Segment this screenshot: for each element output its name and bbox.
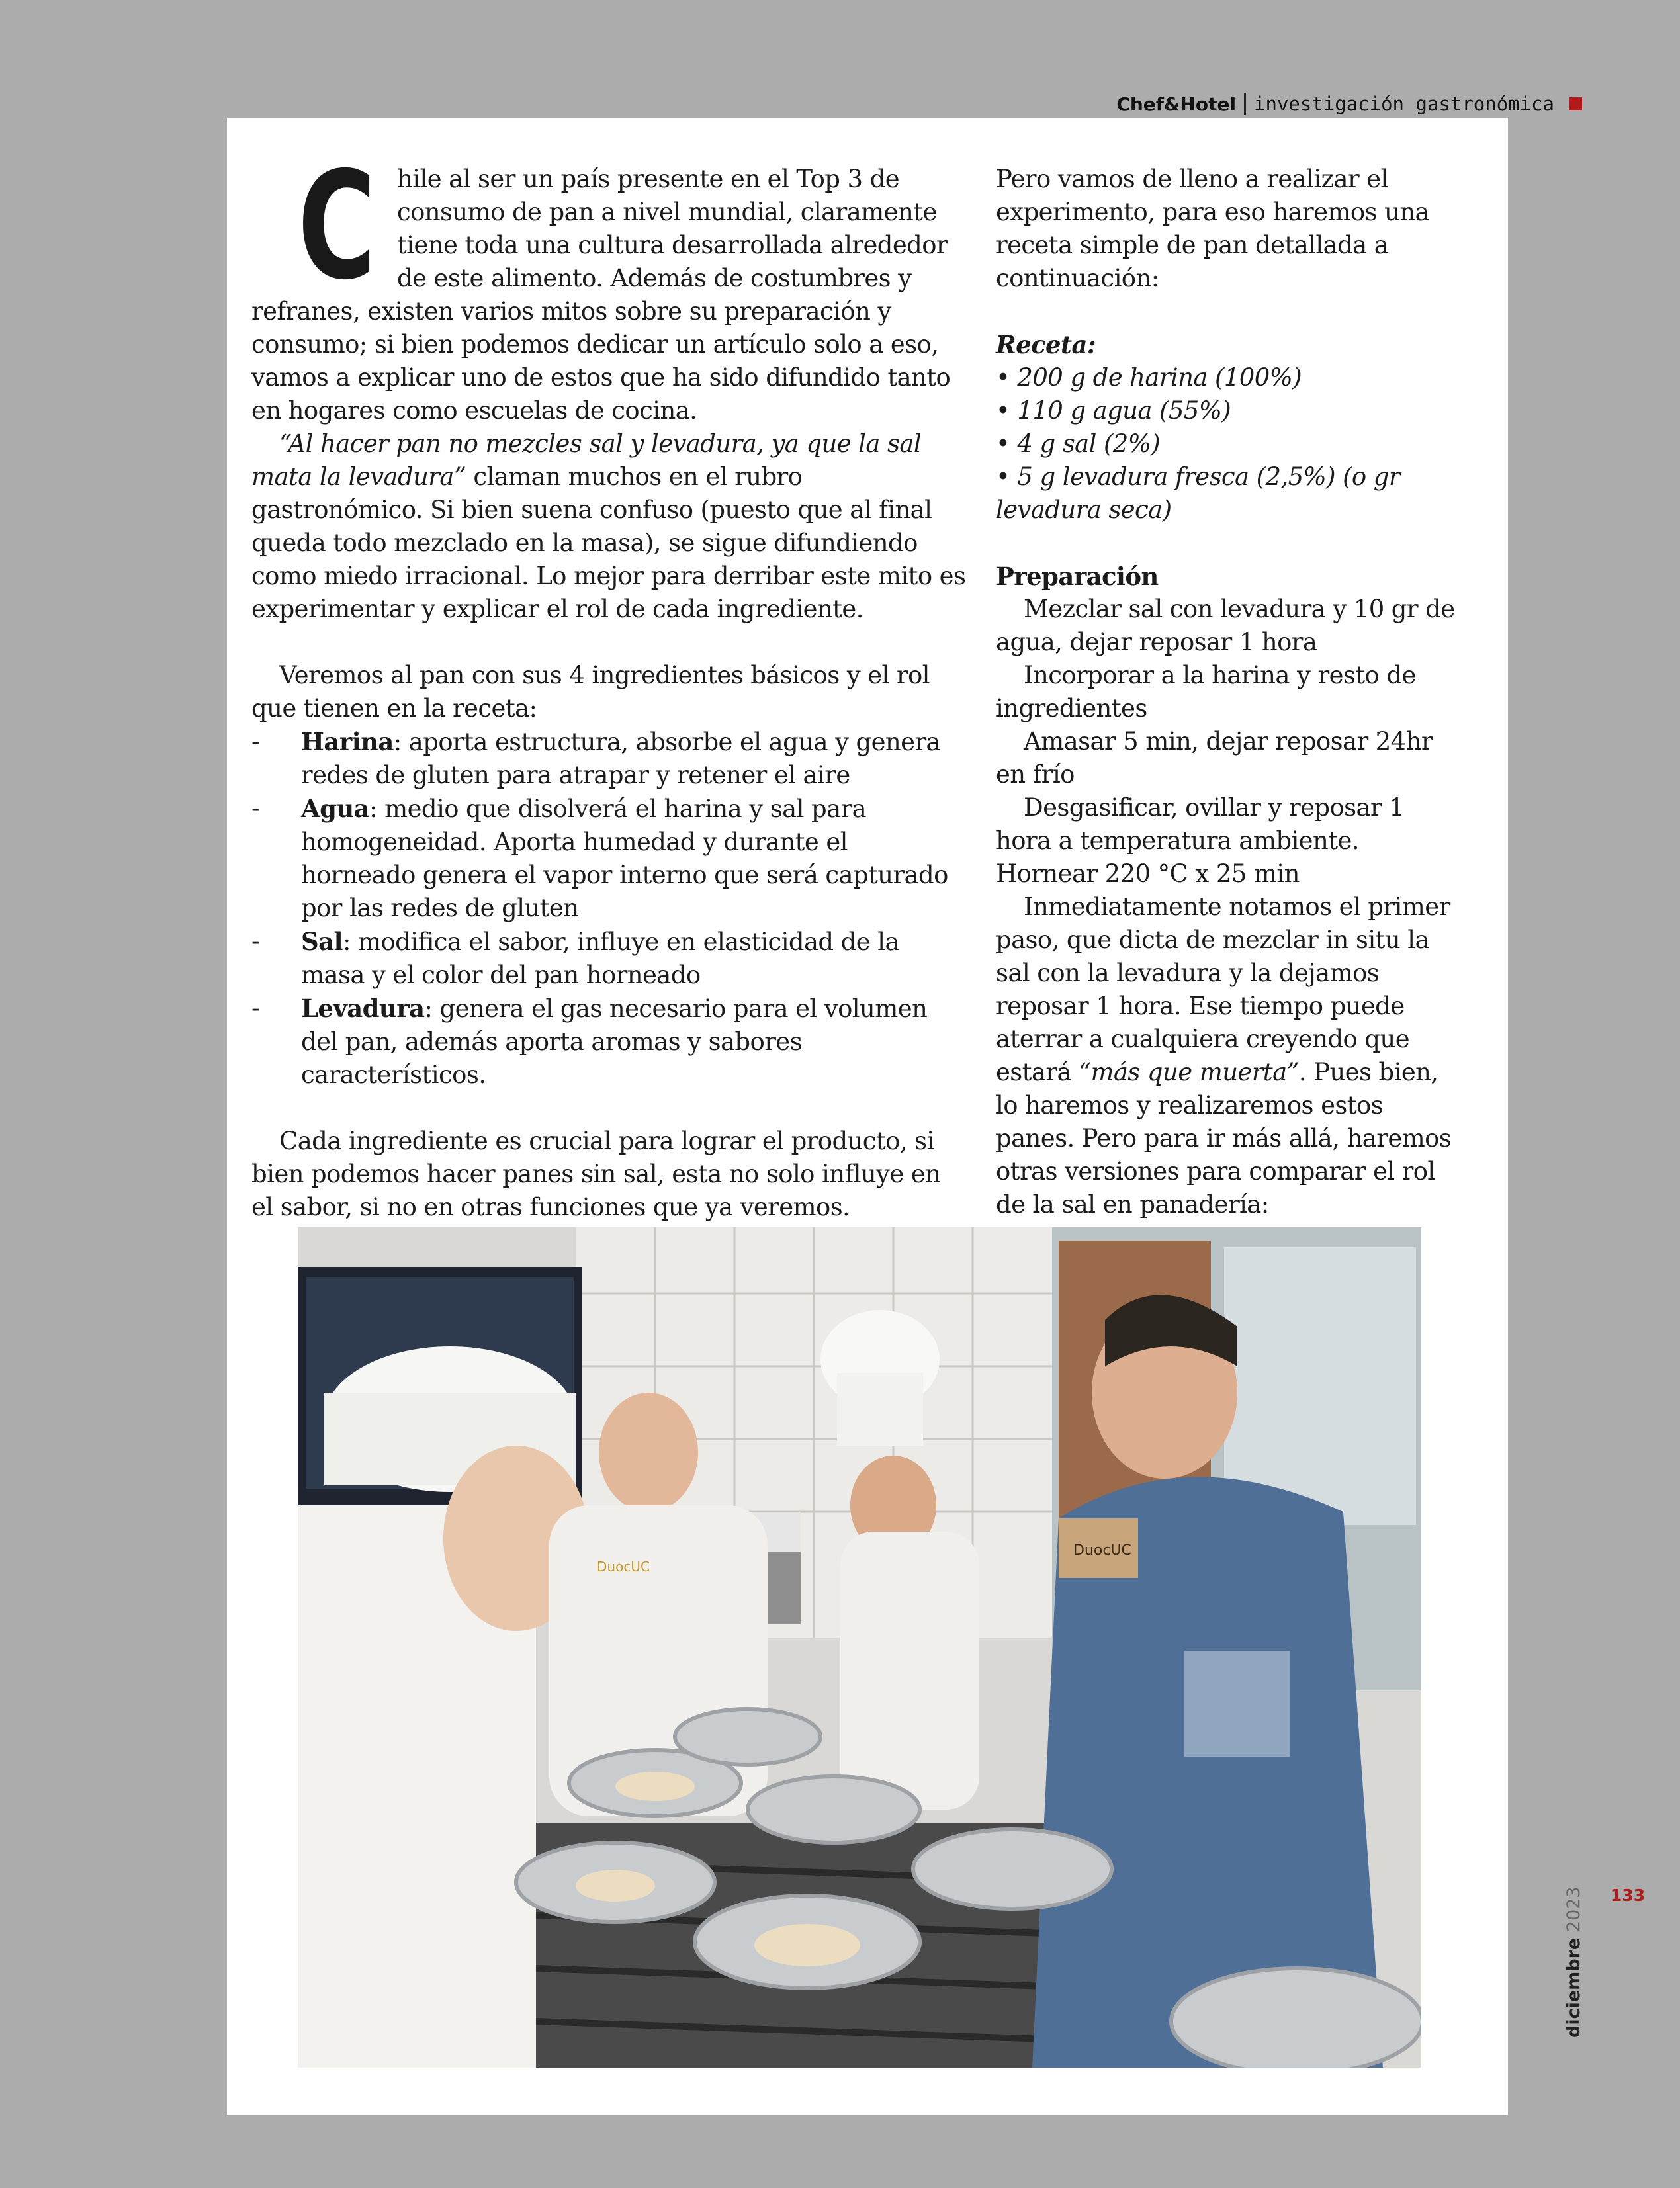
- right-column: [996, 163, 1459, 1221]
- jacket-logo-text: DuocUC: [597, 1559, 650, 1575]
- ingredient-item-sal: [251, 925, 966, 992]
- magazine-brand: Chef&Hotel: [1116, 93, 1237, 115]
- ingredients-intro: Veremos al pan con sus 4 ingredientes básicos y el rol que tienen en la receta:: [251, 661, 930, 722]
- ingredient-item-harina: [251, 725, 966, 792]
- spacer: [996, 527, 1459, 560]
- issue-year: 2023: [1564, 1886, 1584, 1933]
- header-divider: [1244, 93, 1246, 115]
- issue-date: [1564, 1839, 1590, 2038]
- header-square-icon: [1569, 97, 1582, 110]
- intro-paragraph: [251, 140, 966, 427]
- ingredient-desc: : modifica el sabor, influye en elasticidad de la masa y el color del pan horneado: [301, 928, 899, 989]
- recipe-item: • 200 g de harina (100%): [996, 363, 1302, 392]
- ingredient-term: Agua: [301, 794, 370, 823]
- section-title: investigación gastronómica: [1254, 93, 1554, 115]
- observation-paragraph: [996, 891, 1459, 1221]
- ingredient-term: Harina: [301, 727, 394, 756]
- spacer: [251, 626, 966, 659]
- ingredient-list: [251, 725, 966, 1092]
- experiment-intro: Pero vamos de lleno a realizar el experimento, para eso haremos una receta simple de pan detallada a continuación:: [996, 165, 1430, 292]
- observation-text-end: . Pues bien, lo haremos y realizaremos estos panes. Pero para ir más allá, haremos otras versiones para comparar el rol de la sal en panadería:: [996, 1058, 1452, 1219]
- ingredient-term: Sal: [301, 927, 343, 956]
- ingredient-desc: : genera el gas necesario para el volumen del pan, además aporta aromas y sabores característicos.: [301, 994, 928, 1089]
- prep-step: Incorporar a la harina y resto de ingredientes: [996, 661, 1416, 722]
- list-dash: -: [251, 994, 259, 1022]
- observation-text: Inmediatamente notamos el primer paso, que dicta de mezclar in situ la sal con la levadura y la dejamos reposar 1 hora. Ese tiempo puede aterrar a cualquiera creyendo que estará: [996, 893, 1450, 1086]
- prep-step: Amasar 5 min, dejar reposar 24hr en frío: [996, 727, 1433, 789]
- recipe-item: • 4 g sal (2%): [996, 429, 1161, 458]
- kitchen-photo-illustration: [298, 1227, 1421, 2068]
- drop-cap: C: [298, 140, 376, 312]
- page-number: 133: [1610, 1886, 1646, 1905]
- recipe-item: • 110 g agua (55%): [996, 396, 1231, 425]
- list-dash: -: [251, 927, 259, 955]
- ingredient-term: Levadura: [301, 994, 425, 1023]
- prep-step: Desgasificar, ovillar y reposar 1 hora a temperatura ambiente.: [996, 793, 1405, 855]
- ingredient-desc: : aporta estructura, absorbe el agua y genera redes de gluten para atrapar y retener el aire: [301, 728, 940, 789]
- ingredient-desc: : medio que disolverá el harina y sal para homogeneidad. Aporta humedad y durante el horneado genera el vapor interno que será capturado por las redes de gluten: [301, 795, 948, 922]
- bake-step: Hornear 220 °C x 25 min: [996, 859, 1300, 888]
- spacer: [996, 295, 1459, 328]
- apron-badge-text: DuocUC: [1073, 1542, 1131, 1559]
- issue-month: diciembre: [1564, 1937, 1584, 2038]
- spacer: [251, 1092, 966, 1125]
- list-dash: -: [251, 727, 259, 756]
- article-page: [227, 118, 1508, 2115]
- myth-paragraph: [251, 427, 966, 626]
- list-dash: -: [251, 794, 259, 822]
- ingredient-item-agua: [251, 792, 966, 925]
- left-column: [251, 140, 966, 1224]
- ingredient-item-levadura: [251, 992, 966, 1092]
- observation-quote: “más que muerta”: [1079, 1058, 1299, 1086]
- recipe-title: Receta:: [996, 330, 1096, 359]
- running-header: [1116, 90, 1582, 118]
- preparation-title: Preparación: [996, 562, 1159, 591]
- prep-step: Mezclar sal con levadura y 10 gr de agua, dejar reposar 1 hora: [996, 595, 1455, 656]
- kitchen-photo: [298, 1227, 1421, 2068]
- closing-paragraph: Cada ingrediente es crucial para lograr el producto, si bien podemos hacer panes sin sal, esta no solo influye en el sabor, si no en otras funciones que ya veremos.: [251, 1127, 941, 1221]
- myth-text: claman muchos en el rubro gastronómico. Si bien suena confuso (puesto que al final queda todo mezclado en la masa), se sigue difundiendo como miedo irracional. Lo mejor para derribar este mito es experimentar y explicar el rol de cada ingrediente.: [251, 462, 966, 623]
- intro-text: hile al ser un país presente en el Top 3 de consumo de pan a nivel mundial, claramente tiene toda una cultura desarrollada alrededor de este alimento. Además de costumbres y refranes, existen varios mitos sobre su preparación y consumo; si bien podemos dedicar un artículo solo a eso, vamos a explicar uno de estos que ha sido difundido tanto en hogares como escuelas de cocina.: [251, 165, 951, 425]
- myth-quote: “Al hacer pan no mezcles sal y levadura, ya que la sal mata la levadura”: [251, 429, 922, 491]
- recipe-item: • 5 g levadura fresca (2,5%) (o gr levadura seca): [996, 462, 1400, 524]
